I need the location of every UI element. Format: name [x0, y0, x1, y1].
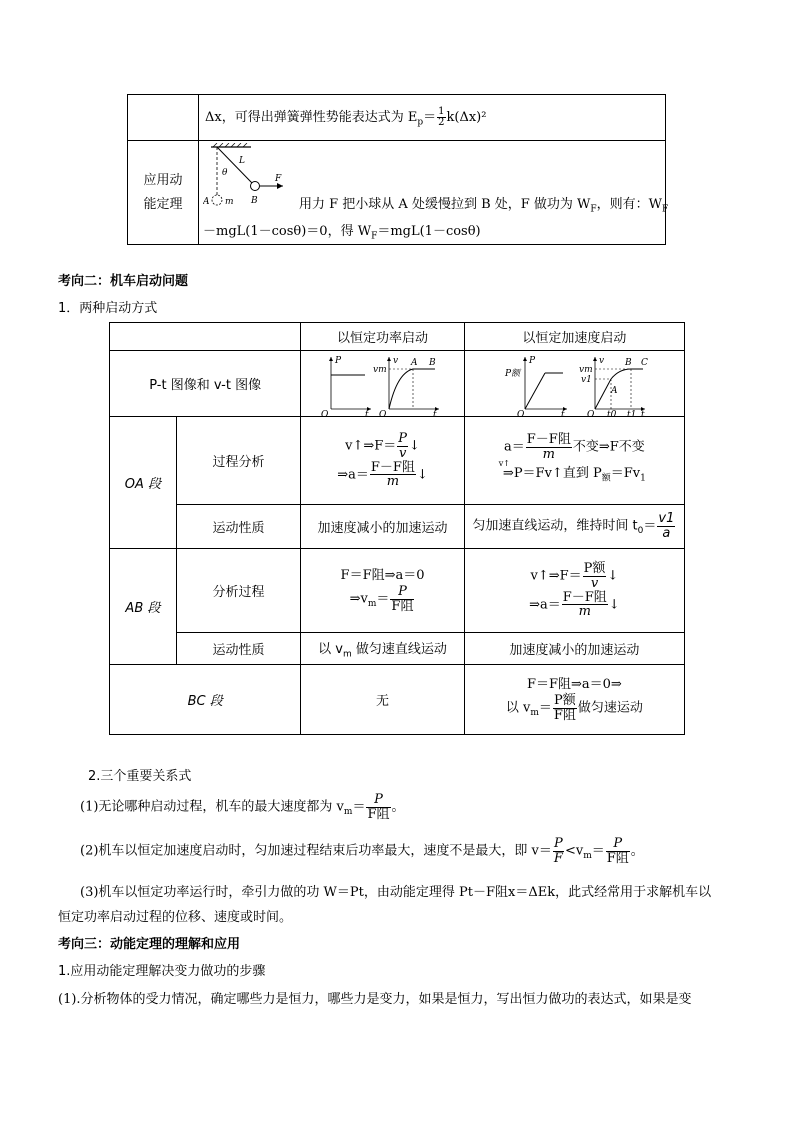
- top-table-row1-content: Δx，可得出弹簧弹性势能表达式为 $E_p=$ $\frac{1}{2}$ k(Δx)²: [199, 95, 666, 141]
- pendulum-label-A: A: [203, 197, 210, 207]
- svg-text:t: t: [433, 410, 437, 417]
- ab-accel-analysis: v↑⇒F＝ $\frac{\text{P额}}{v}$ ↓ ⇒a＝ $\frac{\text{F－F阻}}{m}$ ↓: [464, 549, 684, 633]
- p-t-graph-power: [321, 356, 371, 417]
- ab-segment-label: AB 段: [110, 549, 177, 665]
- work-energy-line1: 用力 F 把小球从 A 处缓慢拉到 B 处，F 做功为 $W_F$，则有：$W_F$: [299, 197, 669, 215]
- top-table-empty-cell: [128, 95, 199, 141]
- oa-accel-motion: 匀加速直线运动，维持时间 $t_0=$ $\frac{v1}{a}$: [464, 505, 684, 549]
- svg-text:v: v: [393, 356, 399, 366]
- bc-accel-cell: F＝F阻⇒a＝0⇒ 以 $v_m=$ $\frac{\text{P额}}{\text{F阻}}$ 做匀速运动: [464, 665, 684, 735]
- svg-text:v1: v1: [580, 375, 592, 385]
- svg-text:t: t: [640, 410, 645, 417]
- pendulum-label-F: F: [275, 174, 282, 184]
- section2-subtitle: 1．两种启动方式: [58, 301, 158, 316]
- locomotive-start-table: [109, 322, 685, 735]
- svg-text:O: O: [586, 410, 595, 417]
- relation-3-line2: 恒定功率启动过程的位移、速度或时间。: [58, 910, 293, 925]
- relations-title: 2.三个重要关系式: [88, 769, 192, 784]
- svg-text:P: P: [335, 356, 342, 366]
- graph-row-label: P-t 图像和 v-t 图像: [110, 351, 301, 417]
- work-energy-line2: －mgL(1－cosθ)＝0，得 $W_F=mgL(1-\cos\theta)$: [203, 224, 481, 242]
- oa-segment-label: OA 段: [110, 417, 177, 549]
- svg-text:t: t: [560, 410, 565, 417]
- top-table: [127, 94, 669, 245]
- oa-motion-nature-label: 运动性质: [176, 505, 301, 549]
- header-constant-accel: 以恒定加速度启动: [464, 323, 684, 351]
- ab-power-motion: 以 $v_m$ 做匀速直线运动: [301, 633, 464, 665]
- bc-segment-label: BC 段: [110, 665, 301, 735]
- svg-text:vm: vm: [373, 365, 387, 375]
- oa-power-analysis: v↑⇒F＝ $\frac{P}{v}$ ↓ ⇒a＝ $\frac{\text{F－F阻}}{m}$ ↓: [301, 417, 464, 505]
- p-t-graph-accel: [504, 356, 567, 417]
- pendulum-label-B: B: [251, 196, 258, 206]
- svg-text:t1: t1: [626, 410, 637, 417]
- v-t-graph-power: [373, 356, 439, 417]
- section3-subtitle: 1.应用动能定理解决变力做功的步骤: [58, 964, 266, 979]
- pendulum-label-m: m: [225, 197, 234, 207]
- svg-text:A: A: [610, 386, 618, 396]
- svg-text:t: t: [365, 410, 369, 417]
- svg-text:t0: t0: [606, 410, 617, 417]
- top-table-label-cell: 应用动 能定理: [128, 141, 199, 245]
- svg-text:O: O: [321, 410, 329, 417]
- ab-power-analysis: F＝F阻⇒a＝0 $\Rightarrow v_m=$ $\frac{P}{\text{F阻}}$: [301, 549, 464, 633]
- svg-text:P额: P额: [504, 369, 520, 379]
- svg-text:C: C: [640, 358, 648, 368]
- constant-power-graphs: [301, 351, 464, 417]
- section3-title: 考向三：动能定理的理解和应用: [58, 937, 241, 952]
- v-t-graph-accel: [579, 356, 648, 417]
- top-table-row2-content: [199, 141, 669, 245]
- pendulum-label-theta: θ: [222, 168, 228, 178]
- svg-text:O: O: [516, 410, 525, 417]
- svg-text:O: O: [379, 410, 387, 417]
- graphs-constant-accel: [464, 351, 684, 417]
- oa-power-motion: 加速度减小的加速运动: [301, 505, 464, 549]
- relation-2: (2)机车以恒定加速度启动时，匀加速过程结束后功率最大，速度不是最大，即 v＝ $\frac{P}{F}$ $<v_m=$ $\frac{P}{\text{F阻}}$ 。: [80, 836, 644, 866]
- graphs-constant-power: [301, 351, 464, 417]
- svg-text:B: B: [624, 358, 632, 368]
- svg-text:B: B: [429, 358, 436, 368]
- oa-accel-analysis: a＝ $\frac{\text{F－F阻}}{m}$ 不变⇒F不变 v↑ ⇒P＝Fv↑直到 $P_额=Fv_1$: [464, 417, 684, 505]
- oa-process-analysis-label: 过程分析: [176, 417, 301, 505]
- relation-3-line1: (3)机车以恒定功率运行时，牵引力做的功 W＝Pt，由动能定理得 Pt－F阻x＝ΔEk，此式经常用于求解机车以: [80, 885, 712, 900]
- pendulum-figure: [203, 143, 299, 217]
- ab-motion-nature-label: 运动性质: [176, 633, 301, 665]
- ab-accel-motion: 加速度减小的加速运动: [464, 633, 684, 665]
- section3-paragraph: (1).分析物体的受力情况，确定哪些力是恒力，哪些力是变力，如果是恒力，写出恒力做功的表达式，如果是变: [58, 992, 692, 1007]
- constant-accel-graphs: [465, 351, 685, 417]
- svg-text:A: A: [411, 358, 418, 368]
- section2-title: 考向二：机车启动问题: [58, 274, 189, 289]
- ab-analysis-process-label: 分析过程: [176, 549, 301, 633]
- bc-power-cell: 无: [301, 665, 464, 735]
- relation-1: (1)无论哪种启动过程，机车的最大速度都为 $v_m=$ $\frac{P}{\text{F阻}}$ 。: [80, 792, 405, 822]
- svg-text:v: v: [598, 356, 604, 366]
- svg-text:P: P: [528, 356, 535, 366]
- pendulum-label-L: L: [239, 156, 245, 166]
- header-empty-cell: [110, 323, 301, 351]
- header-constant-power: 以恒定功率启动: [301, 323, 464, 351]
- svg-text:vm: vm: [578, 365, 593, 375]
